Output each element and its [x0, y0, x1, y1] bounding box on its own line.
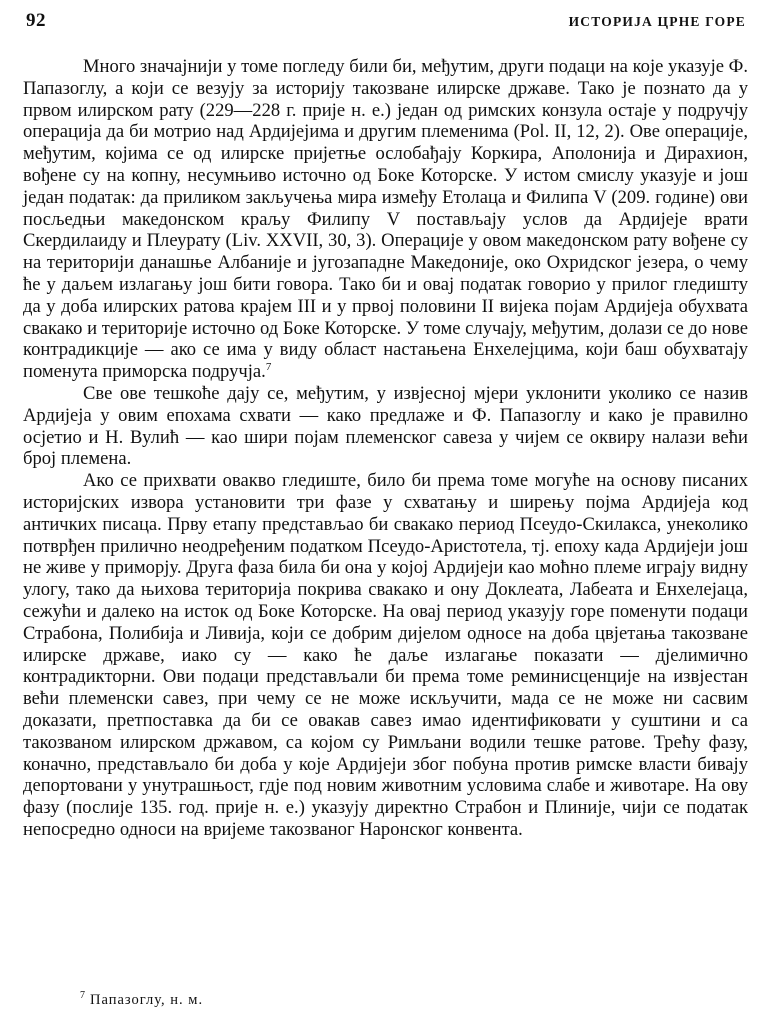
paragraph-2-text: Све ове тешкоће дају се, међутим, у извјесној мјери уклонити уколико се назив Ардијеја у овим епохама схвати — како предлаже и Ф. Папазоглу и како је правилно осјетио и Н. Вулић — као шири појам племенског савеза у чијем се оквиру налази већи број племена. — [23, 382, 748, 470]
paragraph-3-text: Ако се прихвати овакво гледиште, било би према томе могуће на основу писаних историјских извора установити три фазе у схватању и ширењу појма Ардијеја код античких писаца. Прву етапу представљао би свакако период Псеудо-Скилакса, унеколико потврђен прилично неодређеним податком Псеудо-Аристотела, тј. епоху када Ардијеји још не живе у приморју. Друга фаза била би она у којој Ардијеји као моћно племе играју видну улогу, тако да њихова територија покрива свакако и ону Доклеата, Лабеата и Енхелејаца, сежући и далеко на исток од Боке Которске. На овај период указују горе поменути подаци Страбона, Полибија и Ливија, који се добрим дијелом односе на доба цвјетања такозване илирске државе, иако су — како ће даље излагање показати — дјелимично контрадикторни. Ови подаци представљали би према томе реминисценције на извјестан већи племенски савез, при чему се не може искључити, мада се не може ни сасвим доказати, претпоставка да би се овакав савез имао идентификовати у суштини и са такозваном илирском државом, са којом су Римљани водили тешке ратове. Трећу фазу, коначно, представљало би доба у које Ардијеји због побуна против римске власти бивају депортовани у унутрашњост, гдје под новим животним условима слабе и животаре. На ову фазу (послије 135. год. прије н. е.) указују директно Страбон и Плиније, чији се податак непосредно односи на вријеме такозваног Наронског конвента. — [23, 470, 748, 840]
paragraph-2 — [23, 383, 748, 470]
book-title: ИСТОРИЈА ЦРНЕ ГОРЕ — [568, 14, 746, 29]
body-text — [23, 56, 748, 841]
footnote — [80, 992, 203, 1009]
running-head — [26, 10, 746, 34]
paragraph-3 — [23, 470, 748, 841]
page-number: 92 — [26, 10, 46, 31]
footnote-reference: 7 — [265, 360, 272, 373]
footnote-mark: 7 — [80, 990, 86, 1002]
paragraph-1-text: Много значајнији у томе погледу били би, међутим, други подаци на које указује Ф. Папазоглу, а који се везују за историју такозване илирске државе. Тако је познато да у првом илирском рату (229—228 г. прије н. е.) један од римских конзула остаје у подручју операција да би мотрио над Ардијејима и другим племенима (Pol. II, 12, 2). Ове операције, међутим, којима се од илирске пријетње ослобађају Коркира, Аполонија и Дирахион, вођене су на копну, несумњиво источно од Боке Которске. У истом смислу указује и још један податак: да приликом закључења мира између Етолаца и Филипа V (209. године) ови посљедњи македонском краљу Филипу V постављају услов да Ардијеје врати Скердилаиду и Плеурату (Liv. XXVII, 30, 3). Операције у овом македонском рату вођене су на територији данашње Албаније и југозападне Македоније, око Охридског језера, о чему ће у даљем излагању још бити говора. Тако би и овај податак говорио у прилог гледишту да у доба илирских ратова крајем III и у првој половини II вијека појам Ардијеја обухвата свакако и територије источно од Боке Которске. У томе случају, међутим, долази се до нове контрадикције — ако се има у виду област настањена Енхелејцима, који баш обухватају поменута приморска подручја. — [23, 56, 748, 383]
footnote-text: Папазоглу, н. м. — [90, 992, 204, 1008]
paragraph-1 — [23, 56, 748, 383]
